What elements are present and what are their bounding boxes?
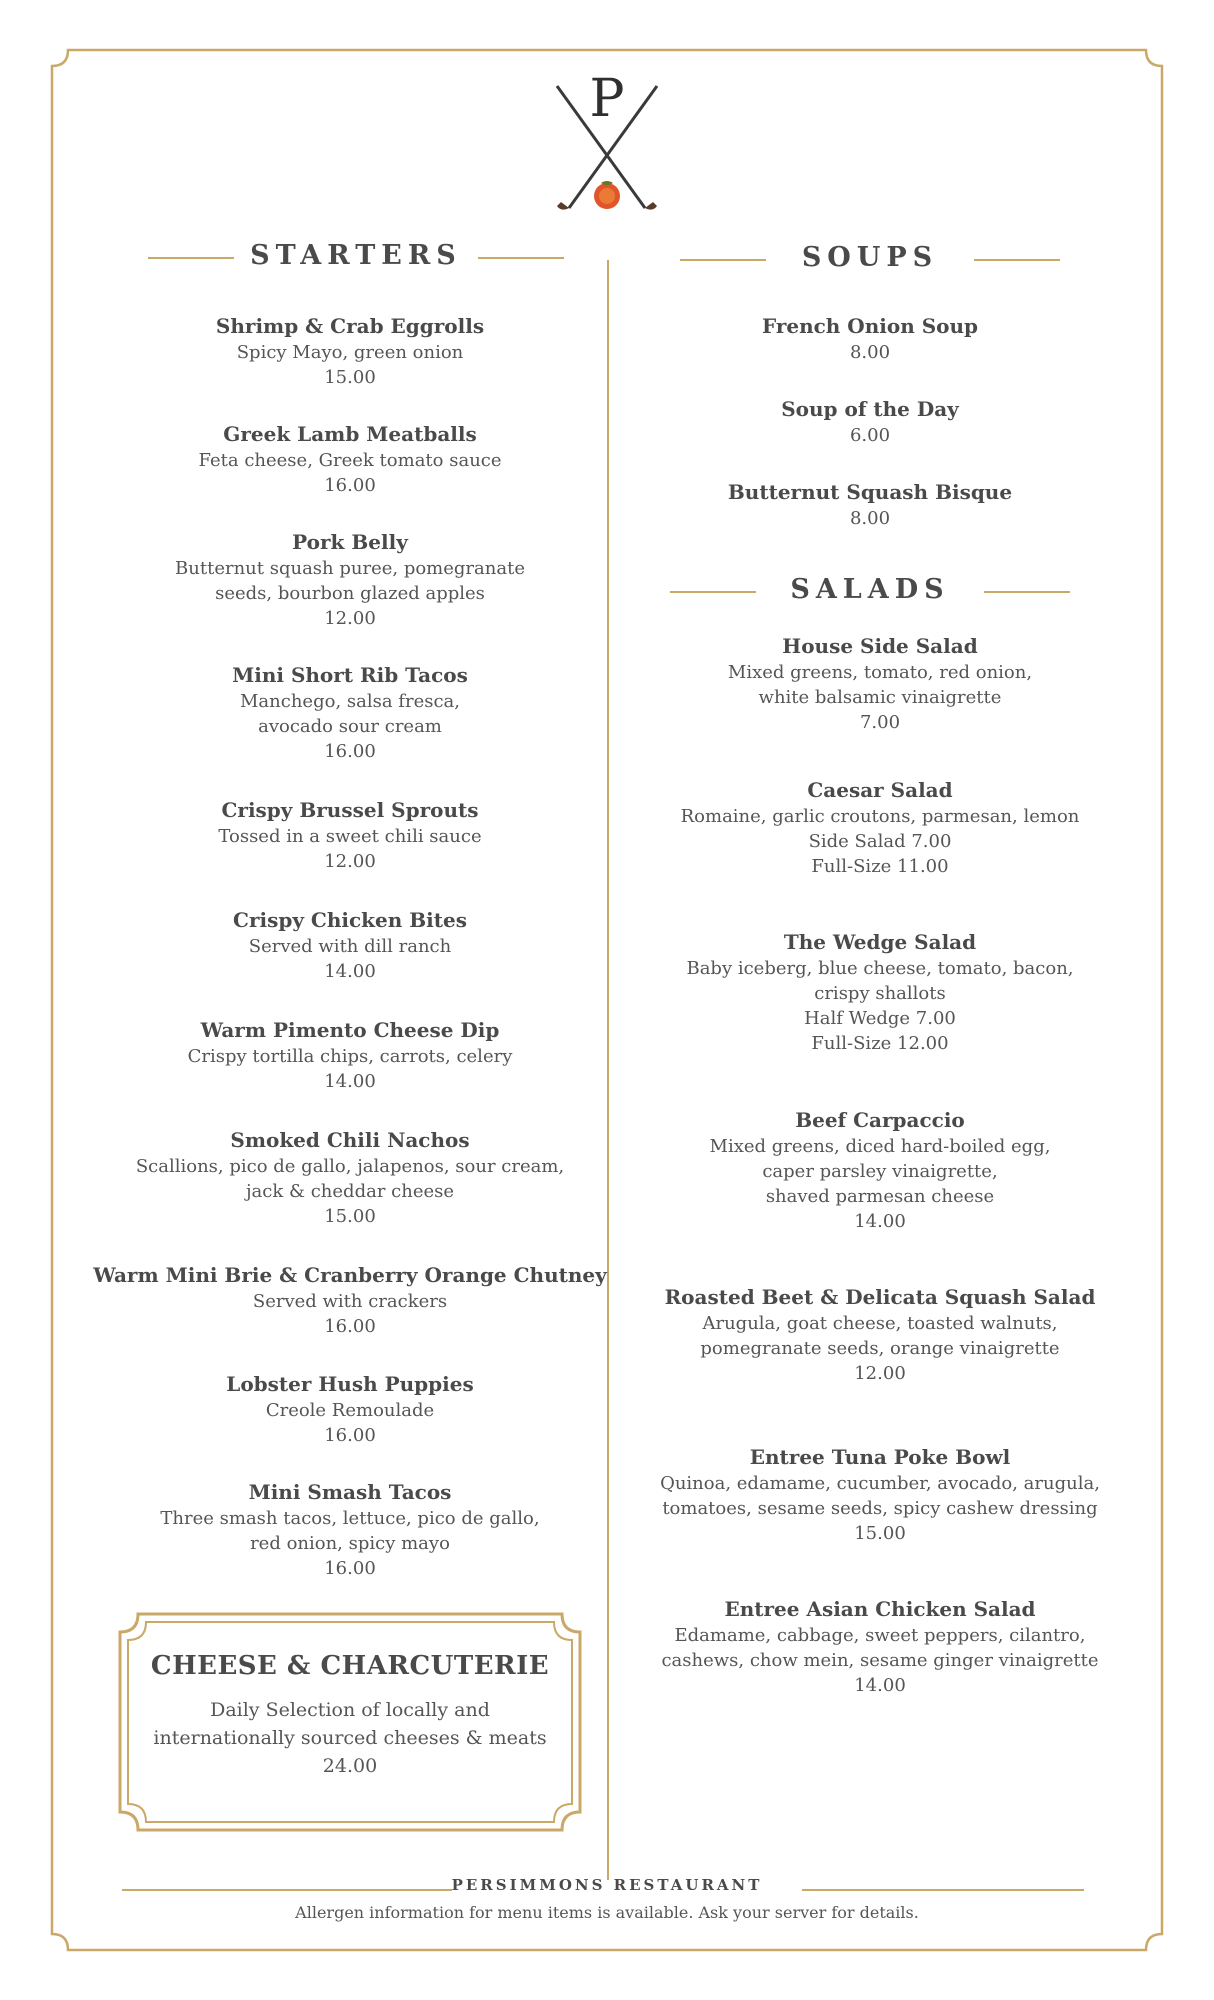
menu-item	[640, 1595, 1120, 1698]
item-price: 15.00	[324, 367, 376, 388]
menu-item	[640, 1106, 1120, 1234]
item-name: House Side Salad	[782, 634, 978, 658]
menu-item	[70, 796, 630, 874]
item-name: Soup of the Day	[781, 397, 959, 421]
item-name: Crispy Chicken Bites	[233, 908, 467, 932]
menu-item	[70, 1126, 630, 1229]
menu-item	[640, 632, 1120, 735]
item-description: Creole Remoulade	[265, 1400, 435, 1421]
item-description: Tossed in a sweet chili sauce	[218, 826, 482, 847]
item-description: Mixed greens, tomato, red onion, white balsamic vinaigrette	[727, 662, 1033, 708]
menu-item	[70, 312, 630, 390]
menu-item	[70, 528, 630, 631]
cheese-content	[138, 1650, 562, 1780]
item-name: Mini Short Rib Tacos	[232, 663, 468, 687]
item-price: 6.00	[849, 425, 891, 446]
item-description: Romaine, garlic croutons, parmesan, lemon Side Salad 7.00 Full-Size 11.00	[680, 806, 1080, 877]
item-description: Butternut squash puree, pomegranate seeds, bourbon glazed apples	[175, 558, 525, 604]
starters-title: STARTERS	[250, 240, 462, 271]
item-name: Crispy Brussel Sprouts	[221, 798, 479, 822]
item-price: 16.00	[324, 475, 376, 496]
logo-letter: P	[589, 72, 625, 129]
item-name: Roasted Beet & Delicata Squash Salad	[664, 1285, 1096, 1309]
item-name: Lobster Hush Puppies	[226, 1372, 474, 1396]
menu-item	[640, 1283, 1120, 1386]
menu-item	[70, 661, 630, 764]
item-name: French Onion Soup	[761, 314, 979, 338]
restaurant-name: PERSIMMONS RESTAURANT	[451, 1876, 763, 1894]
item-price: 14.00	[324, 1071, 376, 1092]
menu-item	[70, 1261, 630, 1339]
menu-item	[70, 906, 630, 984]
item-description: Scallions, pico de gallo, jalapenos, sour cream, jack & cheddar cheese	[135, 1156, 565, 1202]
cheese-charcuterie-box	[118, 1612, 582, 1832]
item-price: 15.00	[324, 1206, 376, 1227]
salads-title: SALADS	[790, 574, 950, 605]
item-description: Arugula, goat cheese, toasted walnuts, pomegranate seeds, orange vinaigrette	[700, 1313, 1060, 1359]
item-name: Greek Lamb Meatballs	[223, 422, 477, 446]
salads-list	[640, 0, 1120, 1760]
item-price: 7.00	[859, 712, 901, 733]
item-description: Feta cheese, Greek tomato sauce	[198, 450, 502, 471]
item-name: Entree Tuna Poke Bowl	[749, 1445, 1011, 1469]
item-name: Entree Asian Chicken Salad	[724, 1597, 1036, 1621]
item-description: Crispy tortilla chips, carrots, celery	[187, 1046, 513, 1067]
item-name: Warm Pimento Cheese Dip	[200, 1018, 500, 1042]
menu-item	[70, 1478, 630, 1581]
item-description: Served with crackers	[252, 1291, 448, 1312]
item-description: Spicy Mayo, green onion	[236, 342, 464, 363]
item-description: Edamame, cabbage, sweet peppers, cilantro, cashews, chow mein, sesame ginger vinaigrette	[661, 1625, 1099, 1671]
item-price: 16.00	[324, 1316, 376, 1337]
item-name: Butternut Squash Bisque	[727, 480, 1013, 504]
item-price: 16.00	[324, 741, 376, 762]
item-name: Shrimp & Crab Eggrolls	[215, 314, 485, 338]
item-name: Mini Smash Tacos	[248, 1480, 452, 1504]
cheese-title: CHEESE & CHARCUTERIE	[150, 1651, 550, 1681]
item-description: Served with dill ranch	[248, 936, 452, 957]
menu-item	[70, 1370, 630, 1448]
item-price: 15.00	[854, 1523, 906, 1544]
menu-item	[70, 1016, 630, 1094]
item-description: Manchego, salsa fresca, avocado sour cream	[240, 691, 460, 737]
starters-list	[70, 0, 630, 1600]
menu-item	[640, 1443, 1120, 1546]
soups-title: SOUPS	[801, 242, 939, 273]
item-price: 14.00	[324, 961, 376, 982]
item-name: Warm Mini Brie & Cranberry Orange Chutney	[93, 1263, 607, 1287]
item-price: 8.00	[849, 508, 891, 529]
menu-item	[640, 928, 1120, 1056]
menu-item	[640, 776, 1120, 879]
item-description: Quinoa, edamame, cucumber, avocado, arugula, tomatoes, sesame seeds, spicy cashew dressing	[660, 1473, 1100, 1519]
item-description: Mixed greens, diced hard-boiled egg, caper parsley vinaigrette, shaved parmesan cheese	[709, 1136, 1051, 1207]
item-name: The Wedge Salad	[783, 930, 977, 954]
item-price: 16.00	[324, 1558, 376, 1579]
item-price: 12.00	[324, 851, 376, 872]
item-name: Beef Carpaccio	[795, 1108, 965, 1132]
item-price: 8.00	[849, 342, 891, 363]
item-name: Pork Belly	[292, 530, 408, 554]
item-name: Caesar Salad	[807, 778, 953, 802]
item-description: Three smash tacos, lettuce, pico de gallo, red onion, spicy mayo	[160, 1508, 540, 1554]
footer-rule	[802, 1889, 1084, 1891]
allergen-note: Allergen information for menu items is available. Ask your server for details.	[295, 1903, 919, 1922]
item-price: 12.00	[324, 608, 376, 629]
cheese-description: Daily Selection of locally and internationally sourced cheeses & meats	[153, 1699, 547, 1749]
item-description: Baby iceberg, blue cheese, tomato, bacon, crispy shallots Half Wedge 7.00 Full-Size 12.00	[686, 958, 1074, 1054]
item-price: 14.00	[854, 1211, 906, 1232]
item-price: 16.00	[324, 1425, 376, 1446]
item-price: 12.00	[854, 1363, 906, 1384]
item-name: Smoked Chili Nachos	[230, 1128, 470, 1152]
menu-item	[70, 420, 630, 498]
item-price: 14.00	[854, 1675, 906, 1696]
cheese-price: 24.00	[322, 1755, 378, 1777]
